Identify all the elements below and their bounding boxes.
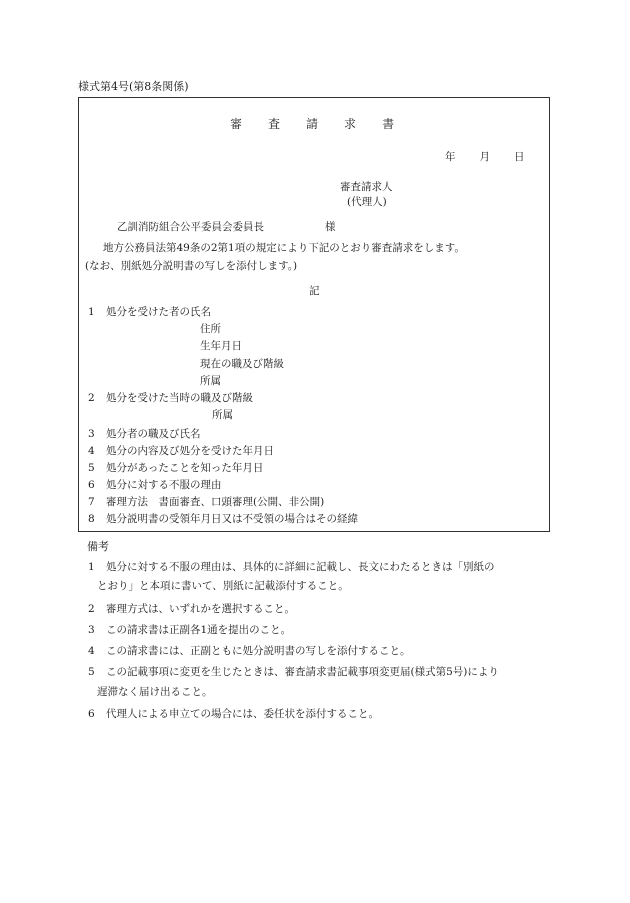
note-6	[88, 708, 379, 722]
note-4	[88, 645, 411, 659]
document-title	[230, 117, 394, 133]
item-text: 処分を受けた者の氏名	[106, 306, 211, 318]
note-3	[88, 624, 291, 638]
item-text: 審理方法 書面審査、口頭審理(公開、非公開)	[106, 496, 325, 508]
attachment-note: (なお、別紙処分説明書の写しを添付します。)	[85, 260, 298, 272]
item-3	[88, 428, 201, 442]
notes-heading: 備考	[87, 540, 109, 553]
title-char: 審	[230, 117, 243, 131]
ki-heading: 記	[309, 285, 320, 297]
addressee: 乙訓消防組合公平委員会委員長	[117, 221, 264, 233]
note-text: この請求書には、正副ともに処分説明書の写しを添付すること。	[106, 645, 411, 657]
item-1-position: 現在の職及び階級	[200, 358, 284, 370]
item-2-department: 所属	[212, 409, 233, 421]
note-1	[88, 561, 495, 575]
item-1-department: 所属	[200, 375, 221, 387]
note-number: 1	[88, 561, 95, 573]
item-number: 5	[88, 462, 95, 474]
addressee-suffix: 様	[325, 221, 336, 233]
item-text: 処分があったことを知った年月日	[106, 462, 264, 474]
title-char: 書	[382, 117, 395, 131]
agent-label: (代理人)	[347, 196, 387, 208]
note-number: 3	[88, 624, 95, 636]
requester-label: 審査請求人	[340, 181, 393, 193]
note-number: 6	[88, 708, 95, 720]
note-2	[88, 603, 295, 617]
item-4	[88, 445, 274, 459]
note-text: 処分に対する不服の理由は、具体的に詳細に記載し、長文にわたるときは「別紙の	[106, 561, 495, 573]
item-1-address: 住所	[200, 323, 221, 335]
item-6	[88, 479, 222, 493]
title-char: 査	[268, 117, 281, 131]
item-number: 4	[88, 445, 95, 457]
item-number: 7	[88, 496, 95, 508]
item-7	[88, 496, 324, 510]
item-number: 2	[88, 392, 95, 404]
item-1-birthdate: 生年月日	[200, 340, 242, 352]
item-text: 処分を受けた当時の職及び階級	[106, 392, 253, 404]
note-text: 審理方式は、いずれかを選択すること。	[106, 603, 295, 615]
note-number: 2	[88, 603, 95, 615]
note-text: この請求書は正副各1通を提出のこと。	[106, 624, 292, 636]
request-statement: 地方公務員法第49条の2第1項の規定により下記のとおり審査請求をします。	[103, 242, 465, 254]
note-1-continued: とおり」と本項に書いて、別紙に記載添付すること。	[97, 580, 349, 592]
item-text: 処分説明書の受領年月日又は不受領の場合はその経緯	[106, 513, 358, 525]
title-char: 求	[344, 117, 357, 131]
item-number: 1	[88, 306, 95, 318]
item-number: 6	[88, 479, 95, 491]
item-text: 処分者の職及び氏名	[106, 428, 201, 440]
note-number: 4	[88, 645, 95, 657]
item-1	[88, 306, 211, 320]
note-5	[88, 666, 499, 680]
note-number: 5	[88, 666, 95, 678]
note-5-continued: 遅滞なく届け出ること。	[97, 686, 213, 698]
note-text: 代理人による申立ての場合には、委任状を添付すること。	[106, 708, 379, 720]
item-text: 処分に対する不服の理由	[106, 479, 222, 491]
item-number: 8	[88, 513, 95, 525]
item-8	[88, 513, 358, 527]
item-5	[88, 462, 263, 476]
date-year: 年	[445, 151, 456, 163]
title-char: 請	[306, 117, 319, 131]
item-text: 処分の内容及び処分を受けた年月日	[106, 445, 274, 457]
date-line	[445, 151, 525, 165]
item-number: 3	[88, 428, 95, 440]
form-number: 様式第4号(第8条関係)	[78, 80, 189, 93]
note-text: この記載事項に変更を生じたときは、審査請求書記載事項変更届(様式第5号)により	[106, 666, 499, 678]
date-day: 日	[514, 151, 525, 163]
date-month: 月	[479, 151, 490, 163]
item-2	[88, 392, 253, 406]
